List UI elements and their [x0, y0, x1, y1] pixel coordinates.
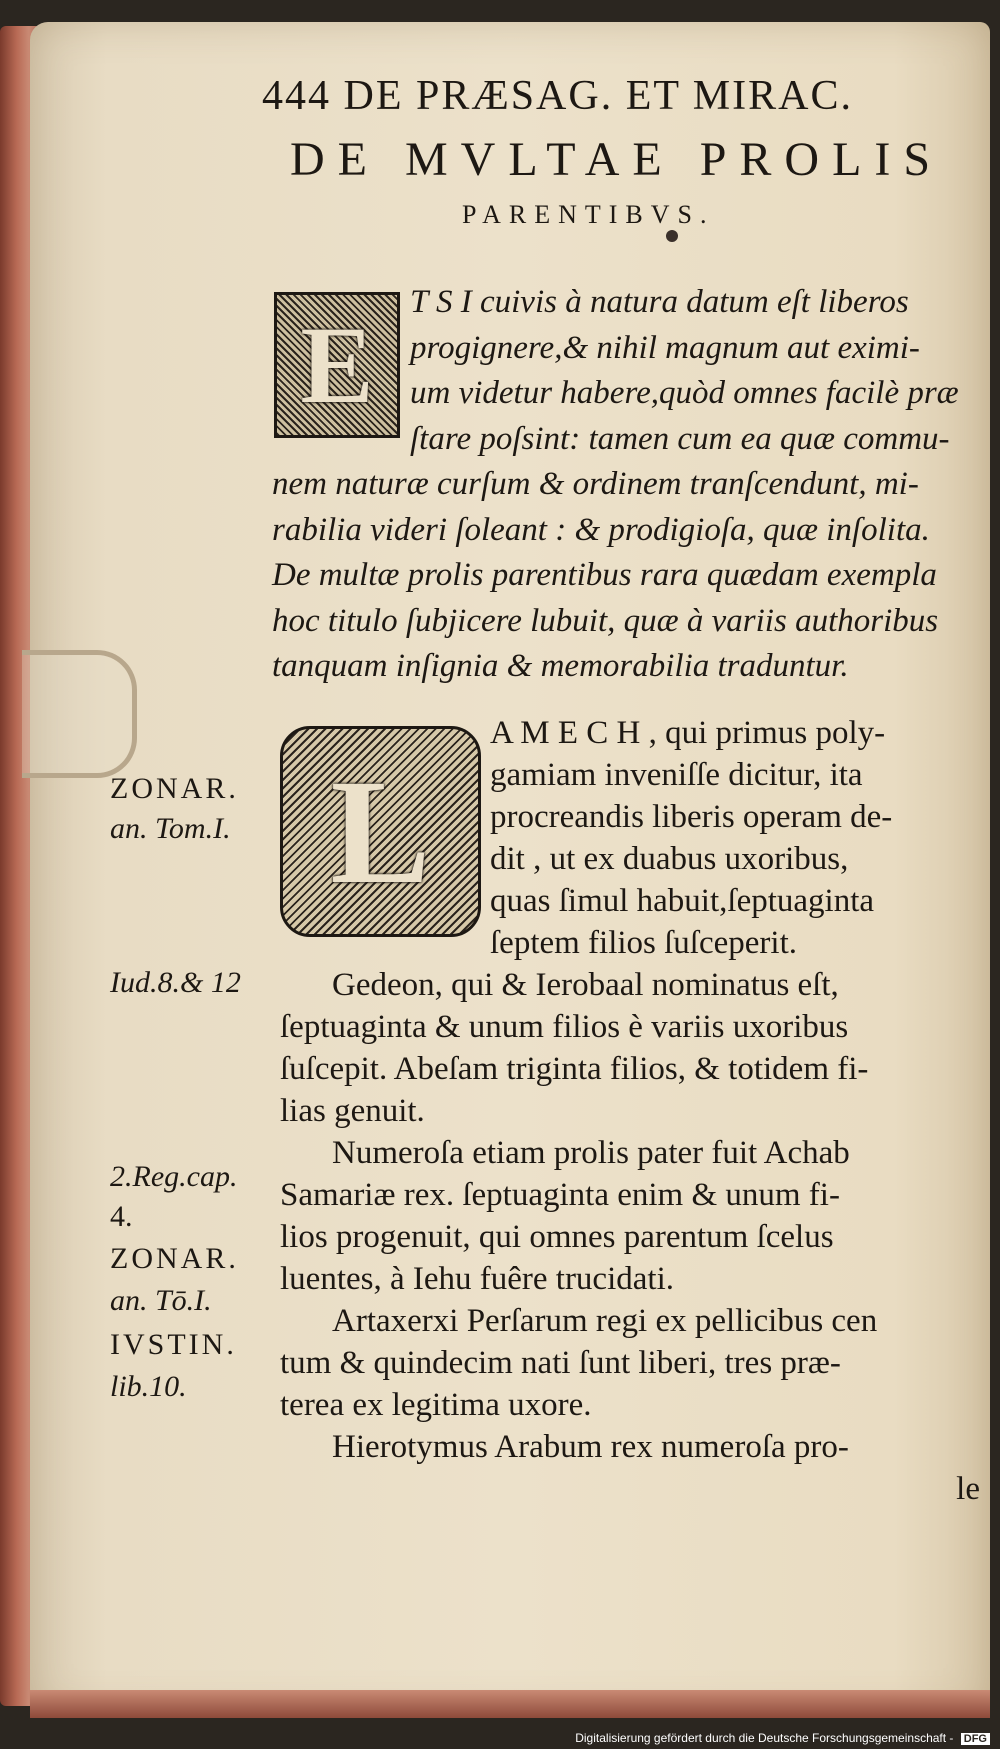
text-line: dit , ut ex duabus uxoribus,	[490, 841, 849, 877]
margin-note: ZONAR.	[110, 772, 239, 805]
text-line: A M E C H , qui primus poly-	[490, 715, 886, 751]
text-line: progignere,& nihil magnum aut eximi-	[410, 329, 920, 366]
page-clip	[22, 650, 137, 778]
margin-note: Iud.8.& 12	[110, 966, 241, 999]
running-head: 444 DE PRÆSAG. ET MIRAC.	[262, 73, 853, 119]
margin-note: an. Tō.I.	[110, 1284, 212, 1317]
margin-note: ZONAR.	[110, 1242, 239, 1275]
text-line: nem naturæ curſum & ordinem tranſcendunt, mi-	[272, 466, 919, 502]
text-line: ſtare poſsint: tamen cum ea quæ commu-	[410, 420, 950, 457]
text-line: hoc titulo ſubjicere lubuit, quæ à variis authoribus	[272, 602, 939, 639]
text-line: le	[956, 1471, 980, 1507]
text-line: tanquam inſignia & memorabilia traduntur.	[272, 648, 849, 684]
text-line: Artaxerxi Perſarum regi ex pellicibus cen	[332, 1303, 878, 1339]
decorated-initial-e: E	[274, 292, 400, 438]
body-text	[280, 712, 980, 1510]
chapter-title: DE MVLTAE PROLIS	[290, 133, 944, 186]
decorated-initial-l: L	[280, 726, 481, 937]
introduction-paragraph	[272, 280, 972, 690]
text-line: ſeptuaginta & unum filios è variis uxoribus	[280, 1009, 849, 1045]
ornament-dot	[666, 230, 678, 242]
credit-text: Digitalisierung gefördert durch die Deutsche Forschungsgemeinschaft -	[575, 1731, 954, 1745]
chapter-subtitle: PARENTIBVS.	[462, 200, 715, 229]
text-line: ſuſcepit. Abeſam triginta filios, & totidem fi-	[280, 1051, 869, 1087]
text-line: lias genuit.	[280, 1093, 425, 1129]
text-line: De multæ prolis parentibus rara quædam exempla	[272, 557, 937, 593]
text-line: quas ſimul habuit,ſeptuaginta	[490, 883, 875, 919]
text-line: tum & quindecim nati ſunt liberi, tres præ-	[280, 1345, 841, 1381]
margin-note: lib.10.	[110, 1370, 187, 1403]
text-line: lios progenuit, qui omnes parentum ſcelus	[280, 1219, 834, 1255]
dfg-logo: DFG	[961, 1733, 990, 1745]
margin-note: 4.	[110, 1200, 133, 1233]
text-line: procreandis liberis operam de-	[490, 799, 893, 835]
text-line: um videtur habere,quòd omnes facilè præ	[410, 375, 959, 411]
margin-note: IVSTIN.	[110, 1328, 237, 1361]
text-line: rabilia videri ſoleant : & prodigioſa, quæ inſolita.	[272, 511, 930, 548]
text-line: Gedeon, qui & Ierobaal nominatus eſt,	[332, 967, 839, 1003]
text-line: Numeroſa etiam prolis pater fuit Achab	[332, 1135, 850, 1171]
text-line: terea ex legitima uxore.	[280, 1387, 592, 1423]
text-line: luentes, à Iehu fuêre trucidati.	[280, 1261, 674, 1297]
text-line: T S I cuivis à natura datum eſt liberos	[410, 284, 909, 320]
digitization-credit	[575, 1731, 990, 1745]
page-bottom-edge	[30, 1690, 990, 1718]
text-line: Samariæ rex. ſeptuaginta enim & unum fi-	[280, 1177, 840, 1213]
text-line: Hierotymus Arabum rex numeroſa pro-	[332, 1429, 849, 1465]
text-line: gamiam inveniſſe dicitur, ita	[490, 757, 863, 793]
margin-note: 2.Reg.cap.	[110, 1160, 238, 1193]
text-line: ſeptem filios ſuſceperit.	[490, 925, 797, 961]
margin-note: an. Tom.I.	[110, 812, 231, 845]
